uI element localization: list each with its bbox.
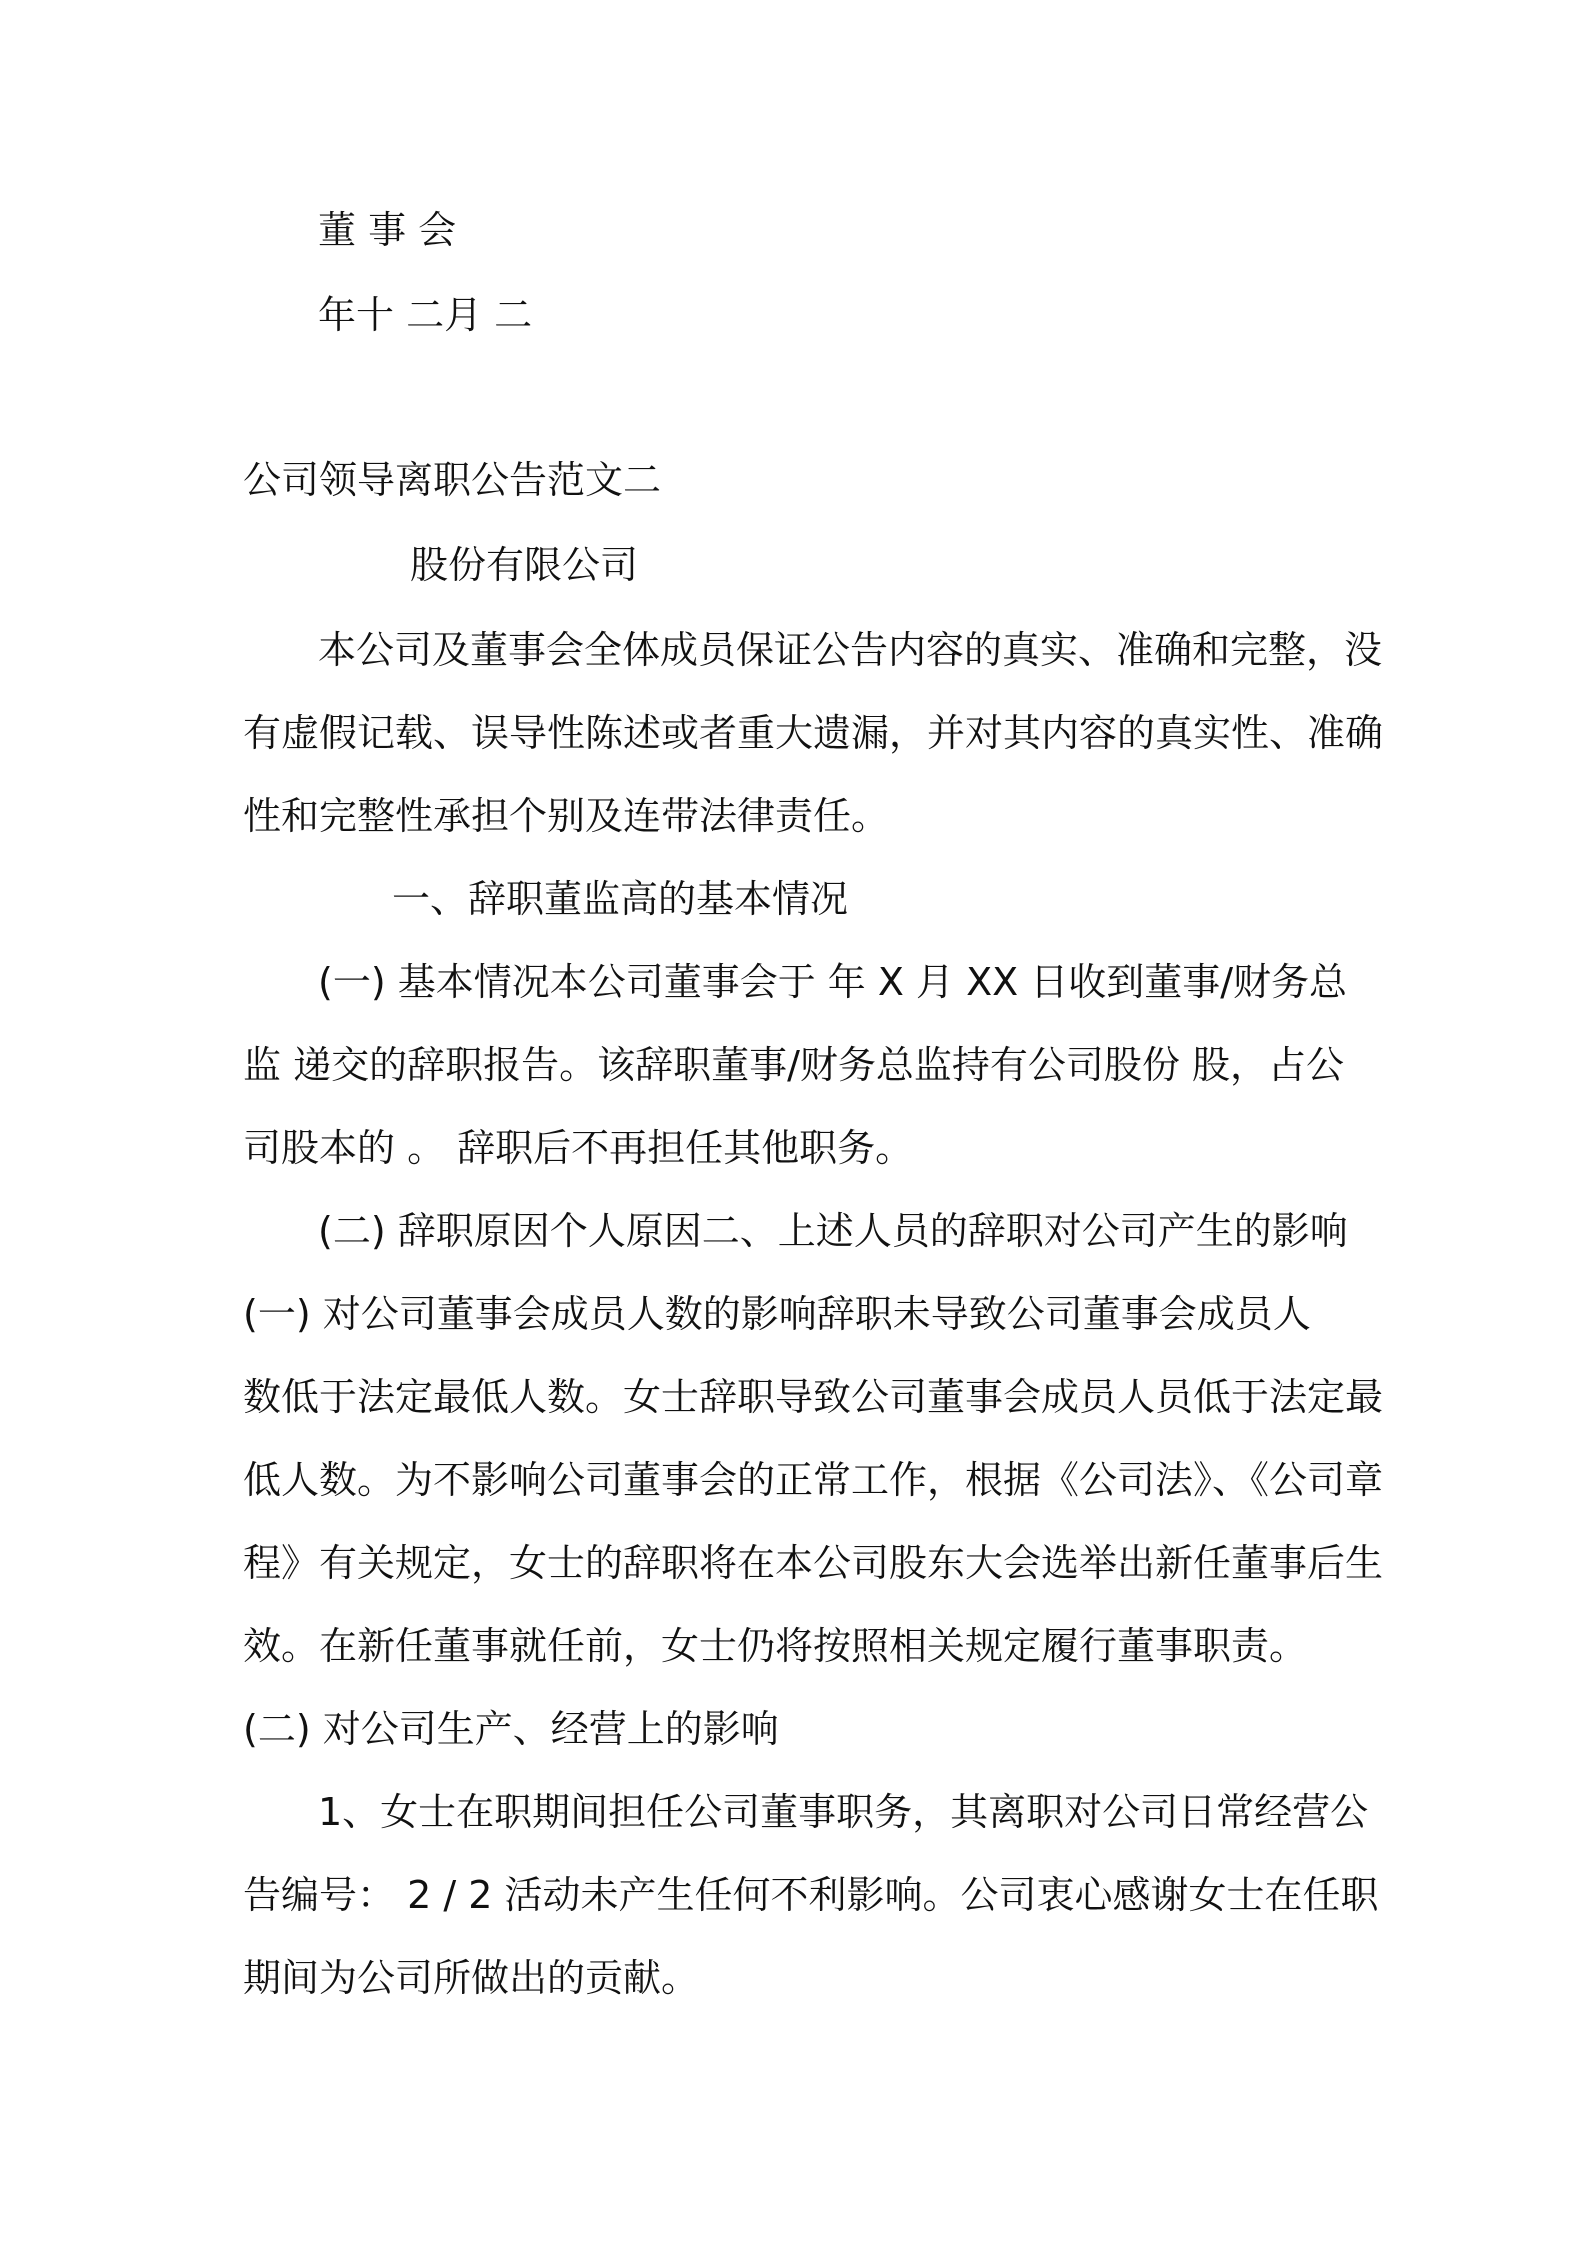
paragraph-line: 期间为公司所做出的贡献。	[243, 1956, 700, 2000]
statement-line: 性和完整性承担个别及连带法律责任。	[243, 794, 890, 838]
document-title: 公司领导离职公告范文二	[243, 458, 662, 502]
paragraph-line: (一) 基本情况本公司董事会于 年 X 月 XX 日收到董事/财务总	[318, 960, 1348, 1004]
section-heading: (二) 对公司生产、经营上的影响	[243, 1707, 779, 1751]
paragraph-line: 数低于法定最低人数。女士辞职导致公司董事会成员人员低于法定最	[243, 1375, 1384, 1419]
statement-line: 本公司及董事会全体成员保证公告内容的真实、准确和完整，没	[318, 628, 1383, 672]
paragraph-line: 司股本的 。 辞职后不再担任其他职务。	[243, 1126, 914, 1170]
statement-line: 有虚假记载、误导性陈述或者重大遗漏，并对其内容的真实性、准确	[243, 711, 1384, 755]
signature-org: 董 事 会	[318, 208, 457, 252]
paragraph-line: (一) 对公司董事会成员人数的影响辞职未导致公司董事会成员人	[243, 1292, 1311, 1336]
section-heading: 一、辞职董监高的基本情况	[392, 877, 849, 921]
paragraph-line: (二) 辞职原因个人原因二、上述人员的辞职对公司产生的影响	[318, 1209, 1348, 1253]
paragraph-line: 程》有关规定，女士的辞职将在本公司股东大会选举出新任董事后生	[243, 1541, 1384, 1585]
company-name: 股份有限公司	[410, 543, 639, 587]
paragraph-line: 低人数。为不影响公司董事会的正常工作，根据《公司法》、《公司章	[243, 1458, 1384, 1502]
signature-date: 年十 二月 二	[318, 293, 533, 337]
paragraph-line: 告编号： 2 / 2 活动未产生任何不利影响。公司衷心感谢女士在任职	[243, 1873, 1379, 1917]
paragraph-line: 效。在新任董事就任前，女士仍将按照相关规定履行董事职责。	[243, 1624, 1308, 1668]
paragraph-line: 1、女士在职期间担任公司董事职务，其离职对公司日常经营公	[318, 1790, 1369, 1834]
paragraph-line: 监 递交的辞职报告。该辞职董事/财务总监持有公司股份 股，占公	[243, 1043, 1344, 1087]
